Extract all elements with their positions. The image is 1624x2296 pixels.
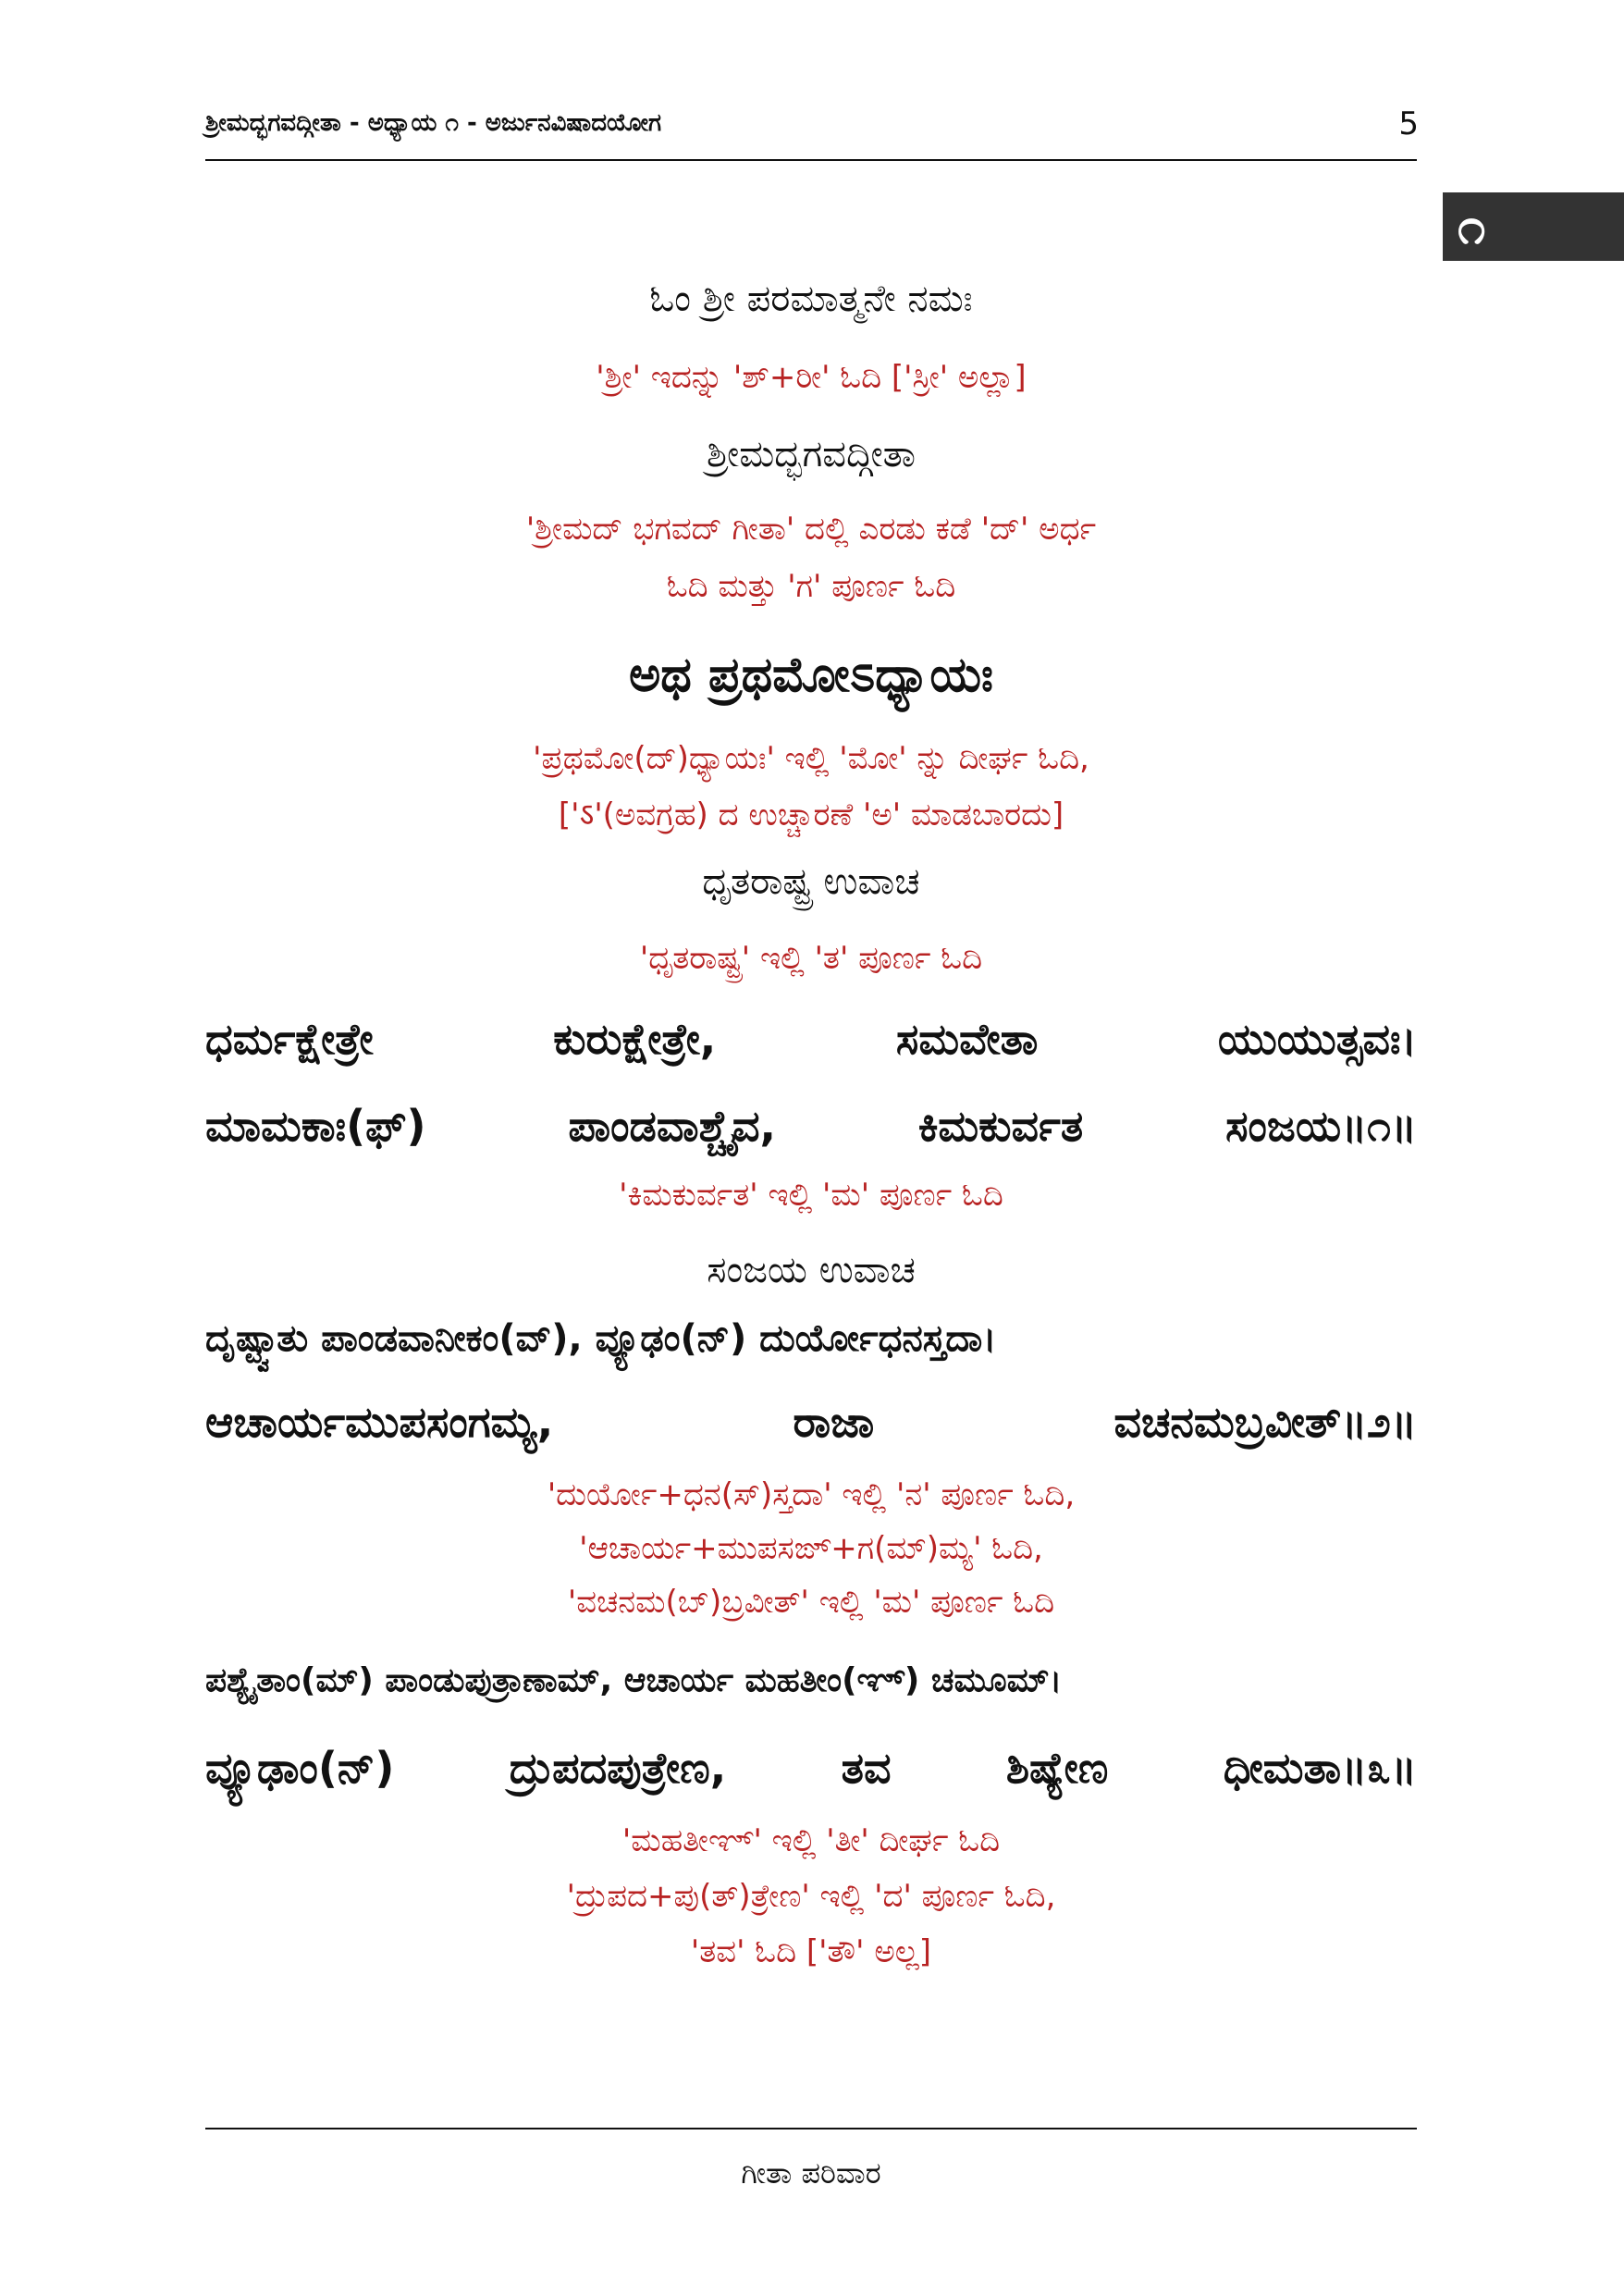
- verse-word: ಸಮವೇತಾ: [895, 1014, 1039, 1064]
- note-3b: ['ऽ'(ಅವಗ್ರಹ) ದ ಉಚ್ಚಾರಣೆ 'ಅ' ಮಾಡಬಾರದು]: [558, 796, 1064, 833]
- invocation: ಓಂ ಶ್ರೀ ಪರಮಾತ್ಮನೇ ನಮಃ: [649, 278, 973, 320]
- note-3a: 'ಪ್ರಥಮೋ(ದ್)ಧ್ಯಾಯಃ' ಇಲ್ಲಿ 'ಮೋ' ನ್ನು ದೀರ್ಘ ಓದಿ,: [533, 740, 1089, 777]
- header-rule: [205, 159, 1417, 161]
- verse-1-line-2: [205, 1101, 1417, 1153]
- note-6a: 'ದುರ್ಯೋ+ಧನ(ಸ್)ಸ್ತದಾ' ಇಲ್ಲಿ 'ನ' ಪೂರ್ಣ ಓದಿ,: [547, 1476, 1076, 1513]
- verse-word: ಕಿಮಕುರ್ವತ: [917, 1101, 1084, 1151]
- scripture-title: ಶ್ರೀಮದ್ಭಗವದ್ಗೀತಾ: [707, 433, 916, 475]
- header-title: ಶ್ರೀಮದ್ಭಗವದ್ಗೀತಾ - ಅಧ್ಯಾಯ ೧ - ಅರ್ಜುನವಿಷಾದಯೋಗ: [205, 109, 662, 137]
- verse-3-line-2: [205, 1743, 1417, 1795]
- verse-word: ವ್ಯೂಢಾಂ(ನ್): [205, 1743, 395, 1793]
- page-number: 5: [1398, 105, 1419, 142]
- verse-word: ಮಾಮಕಾಃ(ಫ್): [205, 1101, 426, 1151]
- verse-2-line-2: [205, 1397, 1417, 1449]
- verse-word: ಧರ್ಮಕ್ಷೇತ್ರೇ: [205, 1014, 374, 1064]
- verse-word: ಸಂಜಯ॥೧॥: [1225, 1101, 1417, 1151]
- verse-2-line-1: [205, 1317, 1417, 1360]
- footer-rule: [205, 2128, 1417, 2129]
- verse-word: ಪಾಂಡವಾಶ್ಚೈವ,: [568, 1101, 777, 1151]
- note-6c: 'ವಚನಮ(ಬ್)ಬ್ರವೀತ್' ಇಲ್ಲಿ 'ಮ' ಪೂರ್ಣ ಓದಿ: [567, 1584, 1055, 1621]
- note-6b: 'ಆಚಾರ್ಯ+ಮುಪಸಙ್+ಗ(ಮ್)ಮ್ಯ' ಓದಿ,: [579, 1530, 1043, 1567]
- speaker-sanjaya: ಸಂಜಯ ಉವಾಚ: [707, 1249, 916, 1291]
- verse-word: ಧೀಮತಾ॥೩॥: [1223, 1743, 1417, 1793]
- chapter-tab: ೧: [1443, 192, 1624, 261]
- verse-word: ತವ: [841, 1743, 892, 1793]
- speaker-dhritarashtra: ಧೃತರಾಷ್ಟ್ರ ಉವಾಚ: [702, 860, 920, 903]
- verse-3-line-1: [205, 1661, 1417, 1700]
- verse-1-line-1: [205, 1014, 1417, 1066]
- footer-text: ಗೀತಾ ಪರಿವಾರ: [741, 2155, 881, 2191]
- verse-word: ಕುರುಕ್ಷೇತ್ರೇ,: [553, 1014, 717, 1064]
- verse-word: ಯುಯುತ್ಸವಃ।: [1217, 1014, 1417, 1064]
- verse-word: ದ್ರುಪದಪುತ್ರೇಣ,: [509, 1743, 727, 1793]
- note-1: 'ಶ್ರೀ' ಇದನ್ನು 'ಶ್+ರೀ' ಓದಿ ['ಸ್ರೀ' ಅಲ್ಲಾ]: [596, 359, 1027, 396]
- note-7c: 'ತವ' ಓದಿ ['ತೌ' ಅಲ್ಲ]: [690, 1933, 932, 1970]
- chapter-heading: ಅಥ ಪ್ರಥಮೋಽಧ್ಯಾಯಃ: [628, 648, 993, 703]
- note-4: 'ಧೃತರಾಷ್ಟ್ರ' ಇಲ್ಲಿ 'ತ' ಪೂರ್ಣ ಓದಿ: [639, 940, 983, 977]
- note-2a: 'ಶ್ರೀಮದ್ ಭಗವದ್ ಗೀತಾ' ದಲ್ಲಿ ಎರಡು ಕಡೆ 'ದ್' ಅರ್ಧ: [525, 511, 1097, 548]
- note-7b: 'ದ್ರುಪದ+ಪು(ತ್)ತ್ರೇಣ' ಇಲ್ಲಿ 'ದ' ಪೂರ್ಣ ಓದಿ,: [566, 1878, 1056, 1915]
- note-5: 'ಕಿಮಕುರ್ವತ' ಇಲ್ಲಿ 'ಮ' ಪೂರ್ಣ ಓದಿ: [619, 1177, 1003, 1214]
- verse-line: ಪಶ್ಯೈತಾಂ(ಮ್) ಪಾಂಡುಪುತ್ರಾಣಾಮ್, ಆಚಾರ್ಯ ಮಹತೀಂ(ಞ್) ಚಮೂಮ್।: [205, 1661, 1063, 1699]
- verse-word: ಆಚಾರ್ಯಮುಪಸಂಗಮ್ಯ,: [205, 1397, 554, 1447]
- note-2b: ಓದಿ ಮತ್ತು 'ಗ' ಪೂರ್ಣ ಓದಿ: [666, 568, 956, 605]
- note-7a: 'ಮಹತೀಞ್' ಇಲ್ಲಿ 'ತೀ' ದೀರ್ಘ ಓದಿ: [621, 1822, 1001, 1859]
- verse-word: ಶಿಷ್ಯೇಣ: [1005, 1743, 1109, 1793]
- verse-line: ದೃಷ್ಟ್ವಾತು ಪಾಂಡವಾನೀಕಂ(ವ್), ವ್ಯೂಢಂ(ನ್) ದುರ್ಯೋಧನಸ್ತದಾ।: [205, 1317, 997, 1360]
- verse-word: ರಾಜಾ: [793, 1397, 875, 1447]
- verse-word: ವಚನಮಬ್ರವೀತ್॥೨॥: [1113, 1397, 1417, 1447]
